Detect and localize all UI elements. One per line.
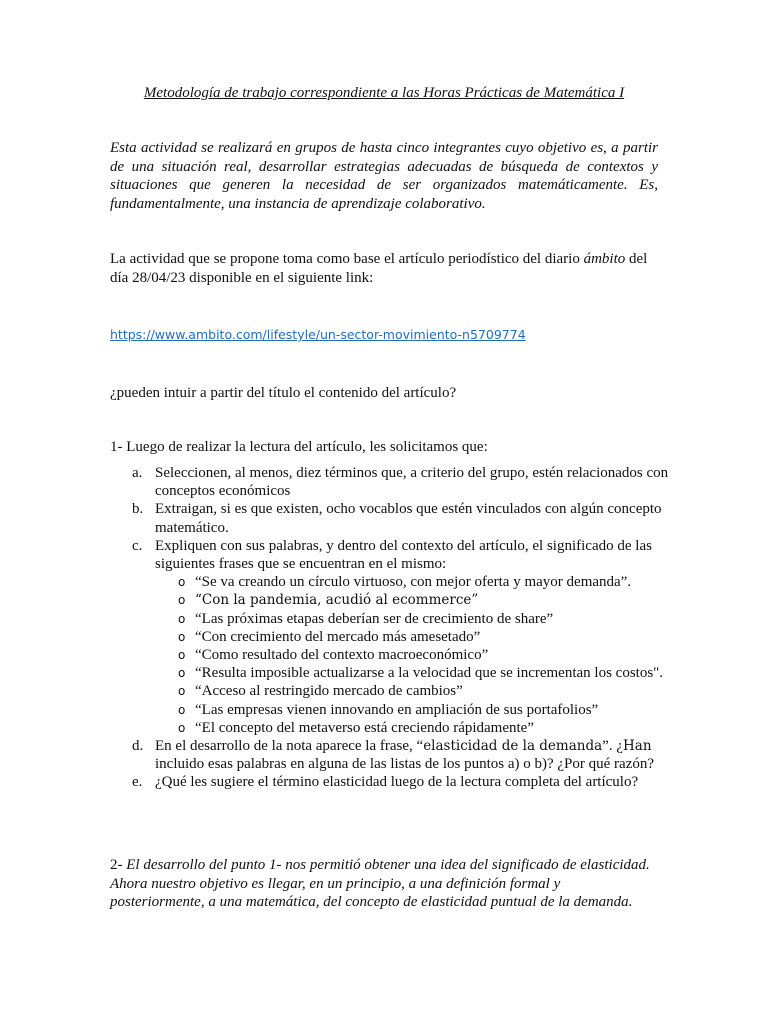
list-item-c bbox=[110, 537, 670, 573]
phrase-item bbox=[110, 628, 670, 646]
article-text-before: La actividad que se propone toma como base el artículo periodístico del diario bbox=[110, 251, 584, 267]
phrase-text: “Las próximas etapas deberían ser de crecimiento de share” bbox=[195, 610, 554, 627]
list-item-text: ”. ¿ bbox=[602, 738, 623, 755]
circle-bullet-icon: o bbox=[178, 611, 186, 626]
list-item-text: Seleccionen, al menos, diez términos que, a criterio del grupo, estén relacionados con conceptos económicos bbox=[155, 465, 669, 500]
phrase-item bbox=[110, 646, 670, 664]
section-2-text: El desarrollo del punto 1- nos permitió obtener una idea del significado de elasticidad. Ahora nuestro objetivo es llegar, en un principio, a una definición formal y posteriormente, a una matemática, del concepto de elasticidad puntual de la demanda. bbox=[110, 857, 650, 910]
list-item-e bbox=[110, 773, 670, 791]
phrase-text: “Acceso al restringido mercado de cambios” bbox=[195, 683, 463, 700]
list-marker: b. bbox=[132, 501, 144, 518]
phrase-text: “El concepto del metaverso está creciendo rápidamente” bbox=[195, 719, 534, 736]
phrase-item bbox=[110, 719, 670, 737]
phrase-text: “Con la pandemia, acudió al ecommerce” bbox=[195, 592, 479, 609]
list-marker: e. bbox=[132, 774, 143, 791]
phrase-item bbox=[110, 664, 670, 682]
list-item-b bbox=[110, 500, 670, 536]
phrase-item bbox=[110, 573, 670, 591]
circle-bullet-icon: o bbox=[178, 575, 186, 590]
phrase-text: “Con crecimiento del mercado más amesetado” bbox=[195, 628, 481, 645]
phrase-text: “Se va creando un círculo virtuoso, con mejor oferta y mayor demanda”. bbox=[195, 574, 632, 591]
list-marker: d. bbox=[132, 738, 144, 755]
circle-bullet-icon: o bbox=[178, 629, 186, 644]
list-item-text: incluido esas palabras en alguna de las listas de los puntos a) o b)? ¿Por qué razón? bbox=[155, 756, 655, 773]
list-item-text: En el desarrollo de la nota aparece la frase, “ bbox=[155, 738, 424, 755]
circle-bullet-icon: o bbox=[178, 702, 186, 717]
intro-paragraph: Esta actividad se realizará en grupos de hasta cinco integrantes cuyo objetivo es, a partir de una situación real, desarrollar estrategias adecuadas de búsqueda de contextos y situaciones que generen la necesidad de ser organizados matemáticamente. Es, fundamentalmente, una instancia de aprendizaje colaborativo. bbox=[110, 140, 658, 212]
list-item-d bbox=[110, 737, 670, 773]
phrase-text: “Como resultado del contexto macroeconómico” bbox=[195, 647, 489, 664]
list-item-text: Han bbox=[623, 738, 652, 755]
section-1-list bbox=[110, 464, 670, 792]
list-item-text: ¿Qué les sugiere el término elasticidad luego de la lectura completa del artículo? bbox=[155, 774, 639, 791]
phrase-item bbox=[110, 591, 670, 609]
document-title: Metodología de trabajo correspondiente a las Horas Prácticas de Matemática I bbox=[143, 85, 625, 101]
article-link[interactable]: https://www.ambito.com/lifestyle/un-sector-movimiento-n5709774 bbox=[110, 327, 526, 342]
newspaper-name: ámbito bbox=[583, 251, 626, 267]
circle-bullet-icon: o bbox=[178, 593, 186, 608]
phrase-item bbox=[110, 610, 670, 628]
list-marker: a. bbox=[132, 465, 143, 481]
circle-bullet-icon: o bbox=[178, 666, 186, 681]
circle-bullet-icon: o bbox=[178, 684, 186, 699]
section-2-number: 2- bbox=[110, 857, 123, 873]
phrase-item bbox=[110, 682, 670, 700]
list-item-text: Extraigan, si es que existen, ocho vocablos que estén vinculados con algún concepto matemático. bbox=[155, 501, 662, 536]
section-2-paragraph bbox=[110, 856, 658, 912]
article-text-after: del día 28/04/23 disponible en el siguiente link: bbox=[110, 251, 648, 286]
article-paragraph bbox=[110, 250, 658, 287]
list-marker: c. bbox=[132, 537, 143, 554]
phrase-text: “Las empresas vienen innovando en ampliación de sus portafolios” bbox=[195, 701, 599, 718]
list-item-a bbox=[110, 464, 670, 500]
highlighted-phrase: elasticidad de la demanda bbox=[423, 738, 603, 755]
intro-question: ¿pueden intuir a partir del título el contenido del artículo? bbox=[110, 385, 457, 401]
circle-bullet-icon: o bbox=[178, 648, 186, 663]
circle-bullet-icon: o bbox=[178, 720, 186, 735]
phrase-item bbox=[110, 701, 670, 719]
phrase-text: “Resulta imposible actualizarse a la velocidad que se incrementan los costos". bbox=[195, 665, 664, 682]
section-1-heading: 1- Luego de realizar la lectura del artículo, les solicitamos que: bbox=[110, 439, 488, 455]
list-item-text: Expliquen con sus palabras, y dentro del contexto del artículo, el significado de las siguientes frases que se encuentran en el mismo: bbox=[155, 537, 652, 573]
